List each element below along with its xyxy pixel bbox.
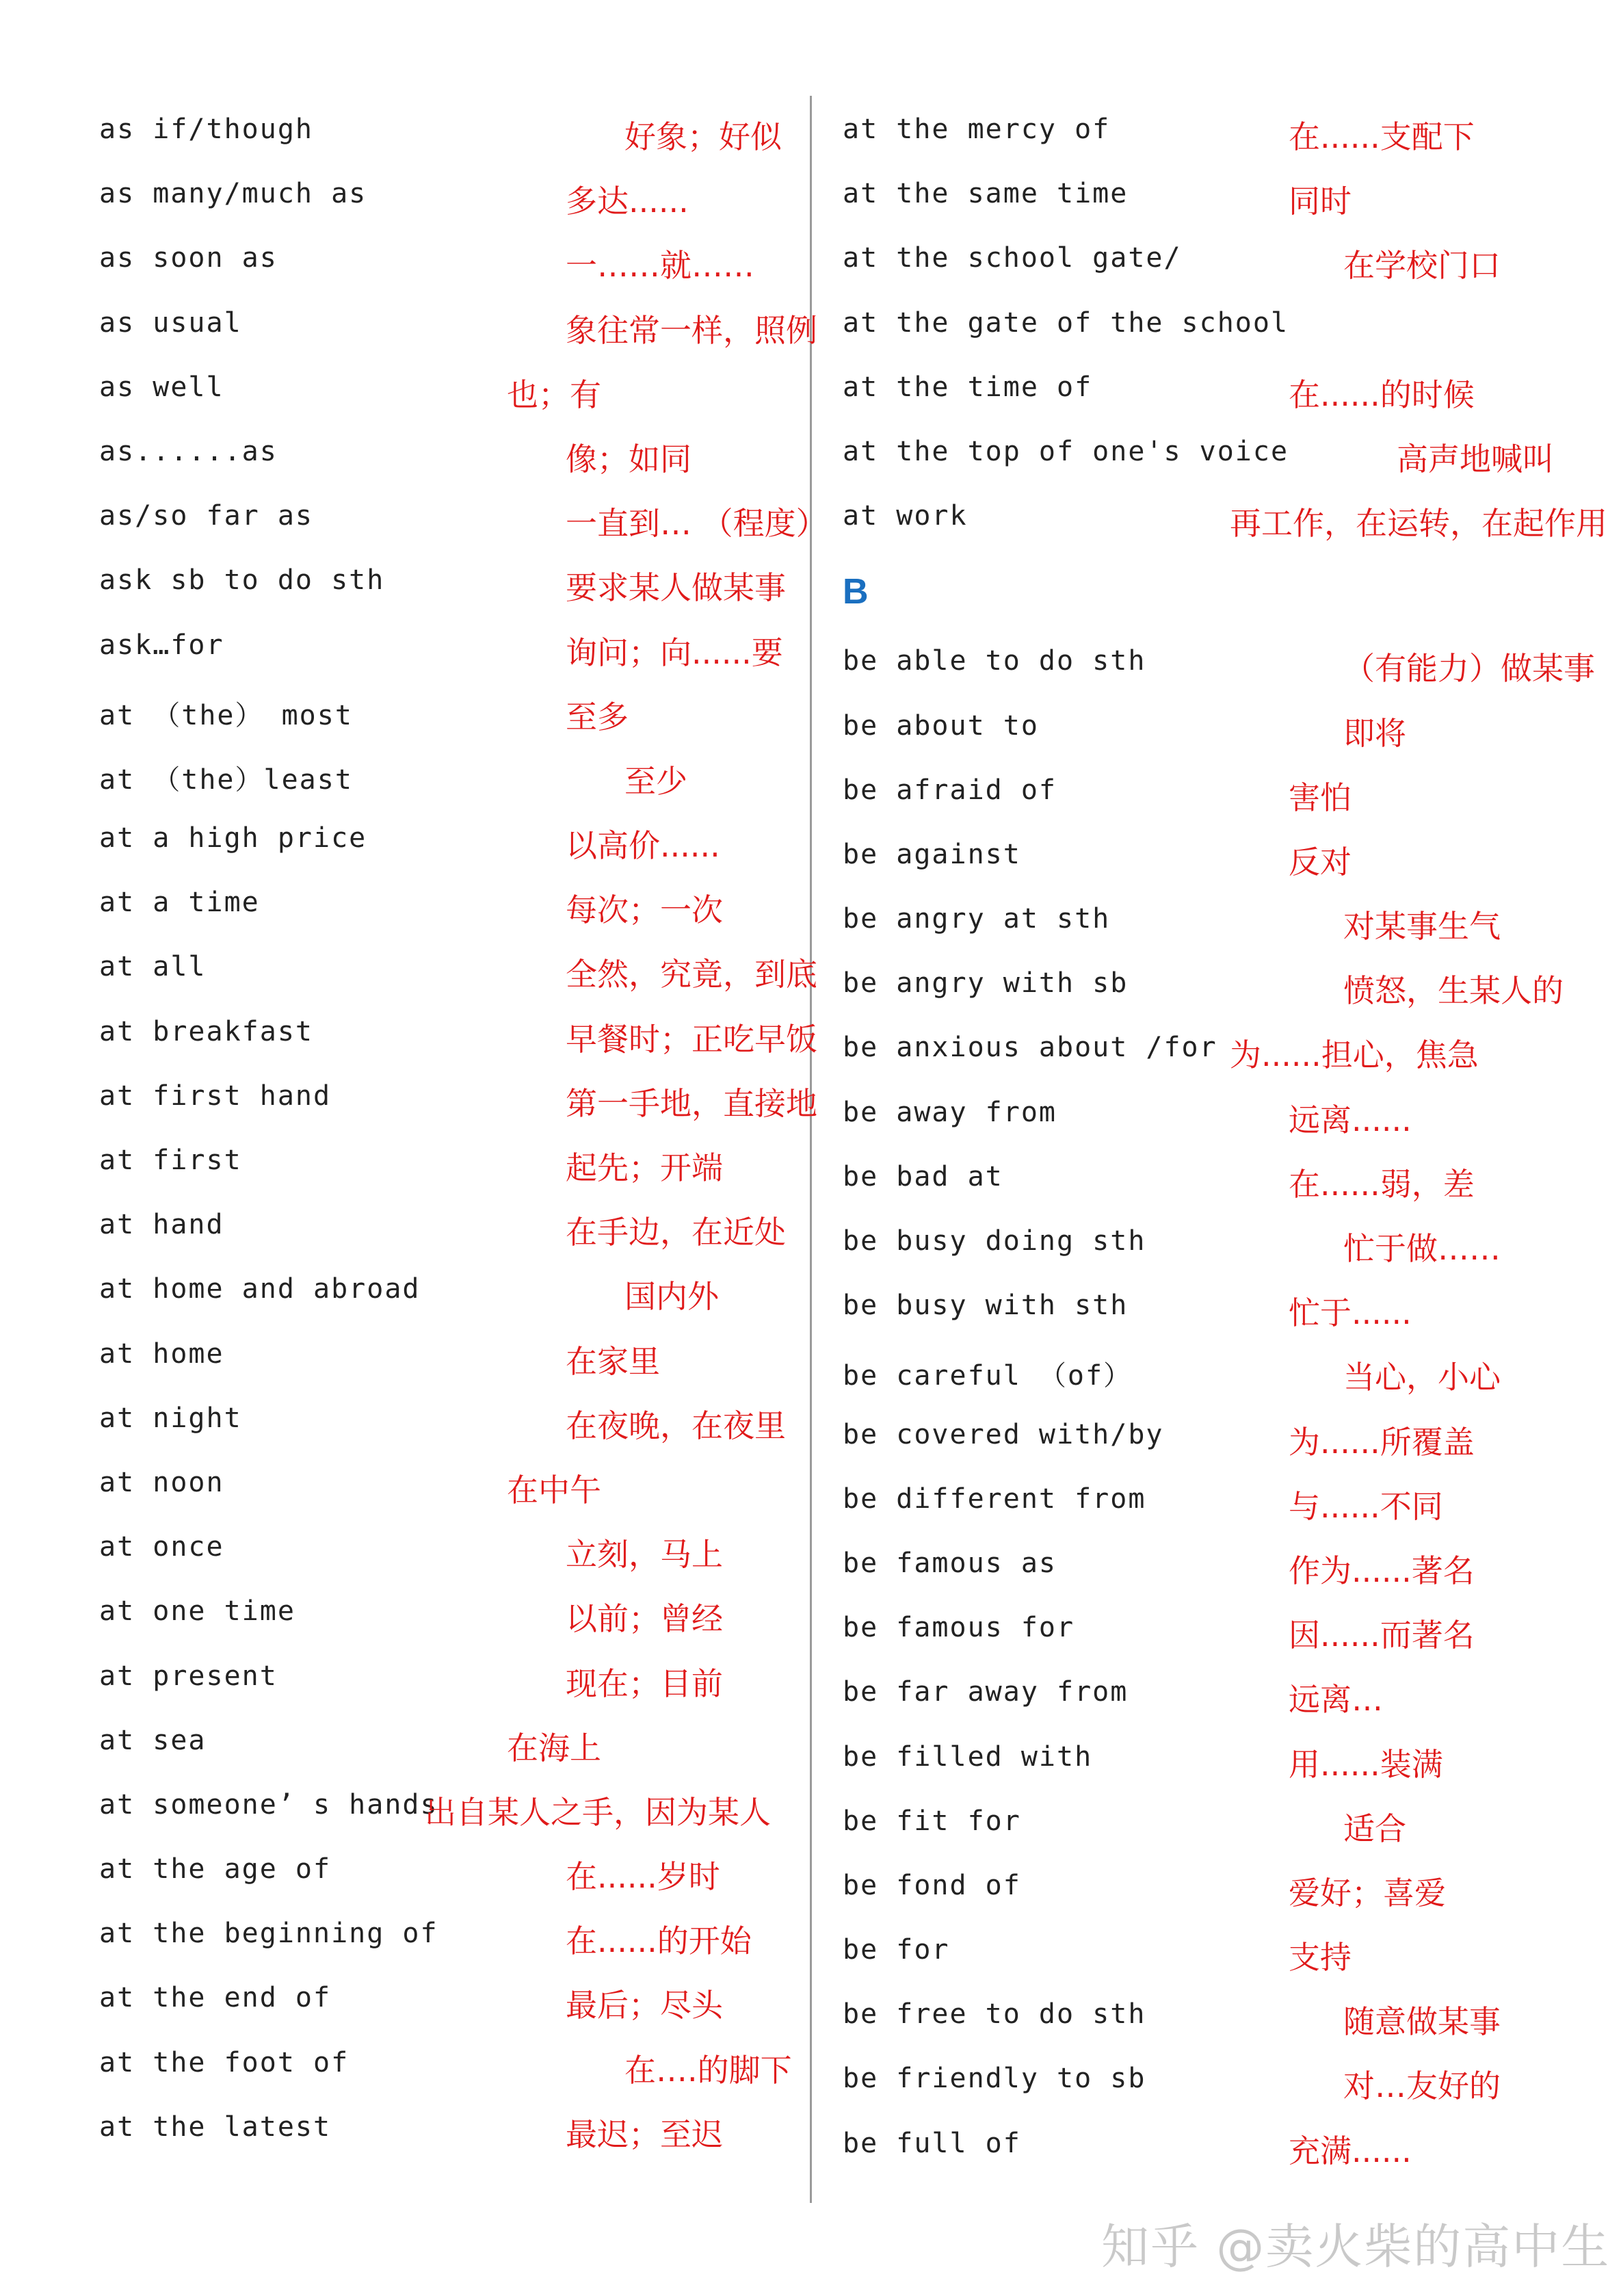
english-phrase: at hand xyxy=(99,1209,224,1241)
english-phrase: be afraid of xyxy=(843,774,1057,806)
vocab-entry xyxy=(843,230,1533,294)
vocab-entry xyxy=(99,423,790,488)
chinese-meaning: 害怕 xyxy=(1289,779,1352,816)
english-phrase: at someone’ s hands xyxy=(99,1788,438,1821)
chinese-meaning: 在......的开始 xyxy=(566,1922,752,1960)
vocab-entry xyxy=(843,1664,1533,1728)
vocab-entry xyxy=(99,810,790,874)
english-phrase: at the time of xyxy=(843,371,1093,403)
vocab-entry xyxy=(99,2099,790,2163)
english-phrase: be able to do sth xyxy=(843,645,1146,677)
english-phrase: at a high price xyxy=(99,822,367,855)
vocab-entry xyxy=(843,1857,1533,1922)
chinese-meaning: 对某事生气 xyxy=(1343,908,1501,945)
english-phrase: at home xyxy=(99,1338,224,1370)
chinese-meaning: 在......的时候 xyxy=(1289,376,1475,413)
chinese-meaning: 当心，小心 xyxy=(1343,1359,1501,1396)
vocab-entry xyxy=(99,1326,790,1390)
english-phrase: at the beginning of xyxy=(99,1918,438,1950)
english-phrase: be about to xyxy=(843,709,1039,742)
english-phrase: ask sb to do sth xyxy=(99,564,385,597)
section-letter-heading: B xyxy=(843,572,869,612)
chinese-meaning: 随意做某事 xyxy=(1343,2003,1501,2041)
english-phrase: at （the） most xyxy=(99,699,353,731)
english-phrase: at first hand xyxy=(99,1080,332,1112)
chinese-meaning: 在......支配下 xyxy=(1289,118,1475,155)
vocab-entry xyxy=(99,1712,790,1777)
chinese-meaning: 现在；目前 xyxy=(566,1665,723,1702)
vocab-entry xyxy=(843,2115,1533,2180)
english-phrase: at once xyxy=(99,1531,224,1563)
english-phrase: at night xyxy=(99,1402,242,1434)
english-phrase: at noon xyxy=(99,1466,224,1498)
chinese-meaning: 要求某人做某事 xyxy=(566,569,786,607)
chinese-meaning: （有能力）做某事 xyxy=(1343,650,1595,688)
chinese-meaning: 忙于做…… xyxy=(1343,1230,1501,1267)
english-phrase: at a time xyxy=(99,887,260,919)
chinese-meaning: 在......弱，差 xyxy=(1289,1165,1475,1203)
chinese-meaning: 即将 xyxy=(1343,714,1406,752)
vocab-entry xyxy=(843,423,1554,488)
chinese-meaning: 国内外 xyxy=(624,1278,719,1316)
vocab-entry xyxy=(843,1793,1533,1857)
chinese-meaning: 愤怒，生某人的 xyxy=(1343,972,1564,1010)
chinese-meaning: 全然，究竟，到底 xyxy=(566,956,817,993)
vocab-entry xyxy=(99,359,790,423)
english-phrase: be angry at sth xyxy=(843,903,1111,935)
vocab-entry xyxy=(99,681,790,746)
chinese-meaning: 一……就…… xyxy=(566,247,754,285)
english-phrase: at present xyxy=(99,1660,278,1692)
english-phrase: at home and abroad xyxy=(99,1273,421,1305)
chinese-meaning: 再工作，在运转，在起作用 xyxy=(1230,505,1607,543)
english-phrase: be anxious about /for xyxy=(843,1032,1217,1064)
chinese-meaning: 反对 xyxy=(1289,843,1352,880)
english-phrase: be different from xyxy=(843,1483,1146,1515)
vocab-entry xyxy=(843,1471,1533,1535)
english-phrase: ask…for xyxy=(99,629,224,661)
chinese-meaning: 出自某人之手，因为某人 xyxy=(425,1793,771,1831)
vocab-entry xyxy=(843,633,1595,697)
vocab-entry xyxy=(99,1132,790,1197)
vocab-entry xyxy=(843,1922,1533,1986)
vocab-entry xyxy=(99,617,790,681)
chinese-meaning: 爱好；喜爱 xyxy=(1289,1874,1446,1912)
vocab-entry xyxy=(99,1970,790,2034)
chinese-meaning: 为......担心，焦急 xyxy=(1230,1036,1479,1074)
left-column xyxy=(99,101,828,2163)
chinese-meaning: 在手边，在近处 xyxy=(566,1214,786,1251)
vocab-entry xyxy=(843,1277,1533,1342)
chinese-meaning: 询问；向......要 xyxy=(566,634,783,671)
vocab-entry xyxy=(99,1390,790,1454)
vocab-entry xyxy=(843,1986,1533,2050)
vocab-entry xyxy=(99,1583,790,1647)
vocab-entry xyxy=(99,230,790,294)
chinese-meaning: 至少 xyxy=(624,762,687,800)
vocab-entry xyxy=(99,874,790,939)
english-phrase: be fond of xyxy=(843,1869,1021,1901)
english-phrase: be careful （of） xyxy=(843,1360,1133,1392)
english-phrase: be against xyxy=(843,838,1021,870)
chinese-meaning: 在夜晚，在夜里 xyxy=(566,1407,786,1444)
right-column xyxy=(843,101,1607,2180)
chinese-meaning: 在家里 xyxy=(566,1342,660,1380)
vocab-entry xyxy=(99,166,790,230)
chinese-meaning: 因......而著名 xyxy=(1289,1617,1475,1654)
vocab-entry xyxy=(99,1519,790,1583)
english-phrase: be far away from xyxy=(843,1676,1129,1708)
english-phrase: as/so far as xyxy=(99,500,313,532)
chinese-meaning: 在学校门口 xyxy=(1343,247,1501,285)
english-phrase: as many/much as xyxy=(99,178,367,210)
english-phrase: at one time xyxy=(99,1595,295,1628)
vocab-entry xyxy=(843,1213,1533,1277)
english-phrase: at breakfast xyxy=(99,1015,313,1047)
english-phrase: be famous for xyxy=(843,1612,1075,1644)
english-phrase: be filled with xyxy=(843,1740,1093,1773)
chinese-meaning: 象往常一样，照例 xyxy=(566,311,817,349)
chinese-meaning: 早餐时；正吃早饭 xyxy=(566,1020,817,1058)
vocab-entry xyxy=(99,552,790,616)
vocab-entry xyxy=(99,1068,817,1132)
vocab-entry xyxy=(843,698,1533,762)
english-phrase: be free to do sth xyxy=(843,1998,1146,2031)
english-phrase: at sea xyxy=(99,1724,207,1756)
chinese-meaning: 在….的脚下 xyxy=(624,2051,792,2089)
vocab-entry xyxy=(99,1648,790,1712)
chinese-meaning: 像；如同 xyxy=(566,440,691,478)
chinese-meaning: 多达...... xyxy=(566,183,689,220)
english-phrase: be away from xyxy=(843,1096,1057,1128)
vocab-entry xyxy=(843,1342,1533,1406)
vocab-entry xyxy=(99,101,790,166)
vocab-entry xyxy=(843,891,1533,955)
vocab-entry xyxy=(99,746,790,810)
section-heading-row xyxy=(843,552,1533,633)
english-phrase: at the gate of the school xyxy=(843,306,1289,339)
english-phrase: be bad at xyxy=(843,1160,1003,1192)
chinese-meaning: 在......岁时 xyxy=(566,1858,720,1896)
chinese-meaning: 一直到… （程度） xyxy=(566,505,828,543)
chinese-meaning: 为......所覆盖 xyxy=(1289,1423,1475,1461)
vocab-entry xyxy=(843,2050,1533,2115)
english-phrase: be covered with/by xyxy=(843,1418,1164,1450)
english-phrase: at the latest xyxy=(99,2111,332,2143)
vocab-entry xyxy=(99,1197,790,1261)
chinese-meaning: 最迟；至迟 xyxy=(566,2115,723,2153)
chinese-meaning: 用......装满 xyxy=(1289,1745,1443,1783)
english-phrase: be busy doing sth xyxy=(843,1225,1146,1257)
chinese-meaning: 支持 xyxy=(1289,1939,1352,1977)
vocab-entry xyxy=(843,955,1564,1019)
vocab-entry xyxy=(99,488,828,552)
english-phrase: be famous as xyxy=(843,1547,1057,1579)
chinese-meaning: 立刻，马上 xyxy=(566,1536,723,1574)
chinese-meaning: 对…友好的 xyxy=(1343,2067,1501,2105)
english-phrase: be angry with sb xyxy=(843,967,1129,1000)
english-phrase: at the age of xyxy=(99,1853,332,1886)
vocab-entry xyxy=(843,1084,1533,1149)
english-phrase: at the school gate/ xyxy=(843,242,1182,274)
vocab-entry xyxy=(99,1841,790,1905)
chinese-meaning: 与......不同 xyxy=(1289,1487,1443,1525)
english-phrase: be busy with sth xyxy=(843,1290,1129,1322)
english-phrase: be full of xyxy=(843,2127,1021,2159)
chinese-meaning: 在中午 xyxy=(507,1471,601,1509)
english-phrase: at （the）least xyxy=(99,764,353,796)
vocab-entry xyxy=(99,1454,790,1519)
vocab-entry xyxy=(843,101,1533,166)
english-phrase: at the end of xyxy=(99,1982,332,2014)
right-column-top-list xyxy=(843,101,1607,552)
chinese-meaning: 同时 xyxy=(1289,183,1352,220)
chinese-meaning: 充满...... xyxy=(1289,2132,1412,2169)
english-phrase: as well xyxy=(99,371,224,403)
chinese-meaning: 在海上 xyxy=(507,1729,601,1766)
vocab-entry xyxy=(843,826,1533,891)
english-phrase: at all xyxy=(99,951,207,983)
vocab-entry xyxy=(843,1019,1533,1084)
english-phrase: be friendly to sb xyxy=(843,2063,1146,2095)
vocab-entry xyxy=(843,1535,1533,1600)
vocab-entry xyxy=(99,1777,790,1841)
vocab-entry xyxy=(99,1004,817,1068)
chinese-meaning: 每次；一次 xyxy=(566,891,723,929)
vocab-entry xyxy=(843,1729,1533,1793)
chinese-meaning: 也；有 xyxy=(507,376,601,413)
chinese-meaning: 作为......著名 xyxy=(1289,1552,1475,1589)
vocab-entry xyxy=(99,939,817,1003)
chinese-meaning: 起先；开端 xyxy=(566,1149,723,1186)
english-phrase: at work xyxy=(843,500,968,532)
chinese-meaning: 以前；曾经 xyxy=(566,1600,723,1638)
watermark: 知乎 @卖火柴的高中生 xyxy=(1101,2219,1611,2275)
vocab-entry xyxy=(99,1905,790,1970)
vocab-entry xyxy=(99,1261,790,1325)
english-phrase: as if/though xyxy=(99,114,313,145)
english-phrase: at first xyxy=(99,1145,242,1176)
english-phrase: be fit for xyxy=(843,1805,1021,1837)
column-divider xyxy=(810,96,812,2203)
english-phrase: at the top of one's voice xyxy=(843,435,1289,467)
chinese-meaning: 忙于...... xyxy=(1289,1294,1412,1332)
english-phrase: as usual xyxy=(99,306,242,339)
chinese-meaning: 以高价...... xyxy=(566,827,720,865)
vocab-entry xyxy=(843,166,1533,230)
vocab-entry xyxy=(843,762,1533,826)
vocab-entry xyxy=(99,2035,790,2099)
english-phrase: at the same time xyxy=(843,178,1129,210)
english-phrase: as soon as xyxy=(99,242,278,274)
english-phrase: be for xyxy=(843,1934,950,1966)
chinese-meaning: 好象；好似 xyxy=(624,118,782,155)
chinese-meaning: 适合 xyxy=(1343,1810,1406,1847)
chinese-meaning: 远离… xyxy=(1289,1681,1383,1719)
vocab-entry xyxy=(843,488,1607,552)
chinese-meaning: 第一手地，直接地 xyxy=(566,1084,817,1122)
chinese-meaning: 远离...... xyxy=(1289,1101,1412,1138)
chinese-meaning: 高声地喊叫 xyxy=(1397,440,1554,478)
vocab-entry xyxy=(843,295,1533,359)
chinese-meaning: 最后；尽头 xyxy=(566,1987,723,2024)
english-phrase: as......as xyxy=(99,435,278,467)
vocab-entry xyxy=(99,295,817,359)
chinese-meaning: 至多 xyxy=(566,698,629,735)
vocab-entry xyxy=(843,1600,1533,1664)
vocab-entry xyxy=(843,359,1533,423)
right-column-bottom-list xyxy=(843,633,1595,2180)
english-phrase: at the mercy of xyxy=(843,114,1111,145)
vocab-entry xyxy=(843,1407,1533,1471)
english-phrase: at the foot of xyxy=(99,2046,350,2078)
vocab-entry xyxy=(843,1149,1533,1213)
